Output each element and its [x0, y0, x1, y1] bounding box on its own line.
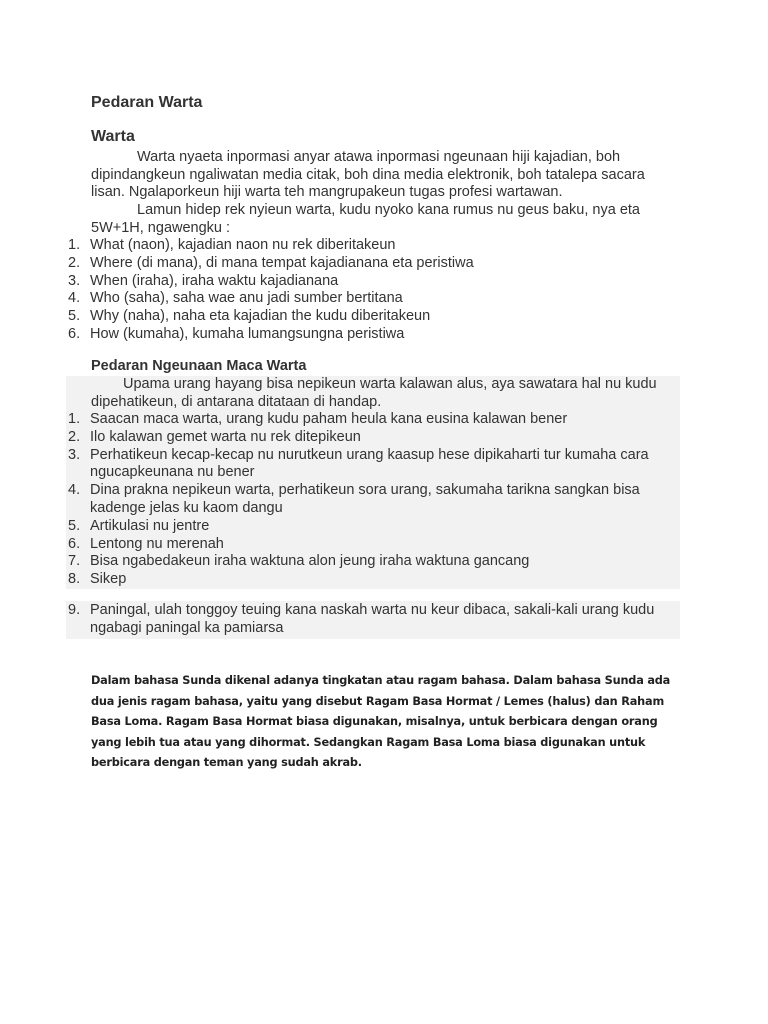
list-maca-warta-continued — [68, 602, 678, 638]
list-item-text: Bisa ngabedakeun iraha waktuna alon jeung iraha waktuna gancang — [90, 553, 530, 570]
list-item-text: Lentong nu merenah — [90, 535, 224, 552]
list-number: 2. — [68, 254, 81, 271]
list-item — [68, 308, 668, 326]
list-item-text: Saacan maca warta, urang kudu paham heula kana eusina kalawan bener — [90, 411, 568, 427]
list-number: 5. — [68, 517, 81, 534]
paragraph-rumus — [91, 202, 681, 237]
list-item-text: Artikulasi nu jentre — [90, 517, 210, 534]
page-title: Pedaran Warta — [91, 94, 203, 111]
list-item — [68, 326, 668, 344]
list-item — [68, 429, 678, 447]
paragraph-definition-text: Warta nyaeta inpormasi anyar atawa inpormasi ngeunaan hiji kajadian, boh dipindangkeun ngaliwatan media citak, boh dina media elektronik, boh tatalepa sacara lisan. Ngalaporkeun hiji warta teh mangrupakeun tugas profesi wartawan. — [91, 149, 645, 200]
list-item — [68, 273, 668, 291]
list-item-text: Where (di mana), di mana tempat kajadianana eta peristiwa — [90, 254, 474, 271]
list-number: 6. — [68, 535, 81, 552]
list-item-text: Who (saha), saha wae anu jadi sumber bertitana — [90, 290, 403, 307]
list-item — [68, 602, 678, 638]
list-item — [68, 536, 678, 554]
list-item — [68, 571, 678, 589]
list-item — [68, 482, 678, 518]
list-number: 7. — [68, 553, 81, 570]
list-item-text: Paningal, ulah tonggoy teuing kana naskah warta nu keur dibaca, sakali-kali urang kudu ngabagi paningal ka pamiarsa — [90, 602, 655, 636]
paragraph-rumus-text: Lamun hidep rek nyieun warta, kudu nyoko kana rumus nu geus baku, nya eta 5W+1H, ngawengku : — [91, 202, 640, 236]
list-number: 6. — [68, 325, 81, 342]
paragraph-maca-warta — [91, 376, 681, 411]
list-item-text: Ilo kalawan gemet warta nu rek ditepikeun — [90, 428, 361, 445]
paragraph-definition — [91, 149, 681, 202]
paragraph-maca-warta-text: Upama urang hayang bisa nepikeun warta kalawan alus, aya sawatara hal nu kudu dipehatikeun, di antarana ditataan di handap. — [91, 376, 657, 410]
list-item — [68, 553, 678, 571]
note-ragam-bahasa: Dalam bahasa Sunda dikenal adanya tingkatan atau ragam bahasa. Dalam bahasa Sunda ada dua jenis ragam bahasa, yaitu yang disebut Ragam Basa Hormat / Lemes (halus) dan Raham Basa Loma. Ragam Basa Hormat biasa digunakan, misalnya, untuk berbicara dengan orang yang lebih tua atau yang dihormat. Sedangkan Ragam Basa Loma biasa digunakan untuk berbicara dengan teman yang sudah akrab. — [91, 674, 671, 769]
list-maca-warta — [68, 411, 678, 589]
list-item-text: How (kumaha), kumaha lumangsungna peristiwa — [90, 325, 405, 342]
list-number: 4. — [68, 482, 81, 499]
list-number: 5. — [68, 308, 81, 325]
section-heading-maca-warta: Pedaran Ngeunaan Maca Warta — [91, 358, 307, 374]
list-number: 3. — [68, 446, 81, 463]
list-number: 8. — [68, 571, 81, 588]
list-item-text: What (naon), kajadian naon nu rek diberitakeun — [90, 237, 396, 253]
list-item — [68, 255, 668, 273]
list-item-text: Perhatikeun kecap-kecap nu nurutkeun urang kaasup hese dipikaharti tur kumaha cara ngucapkeunana nu bener — [90, 446, 649, 481]
list-item — [68, 447, 678, 483]
list-number: 1. — [68, 237, 81, 253]
list-number: 3. — [68, 272, 81, 289]
list-item-text: Sikep — [90, 571, 127, 588]
list-item — [68, 411, 678, 429]
list-number: 2. — [68, 428, 81, 445]
list-item-text: Why (naha), naha eta kajadian the kudu diberitakeun — [90, 308, 431, 325]
list-number: 9. — [68, 602, 81, 618]
list-item — [68, 290, 668, 308]
list-item-text: When (iraha), iraha waktu kajadianana — [90, 272, 339, 289]
list-number: 1. — [68, 411, 81, 427]
list-item-text: Dina prakna nepikeun warta, perhatikeun sora urang, sakumaha tarikna sangkan bisa kadenge jelas ku kaom dangu — [90, 482, 640, 516]
list-item — [68, 237, 668, 255]
section-heading-warta: Warta — [91, 128, 135, 145]
list-5w1h — [68, 237, 668, 344]
list-number: 4. — [68, 290, 81, 307]
list-item — [68, 518, 678, 536]
